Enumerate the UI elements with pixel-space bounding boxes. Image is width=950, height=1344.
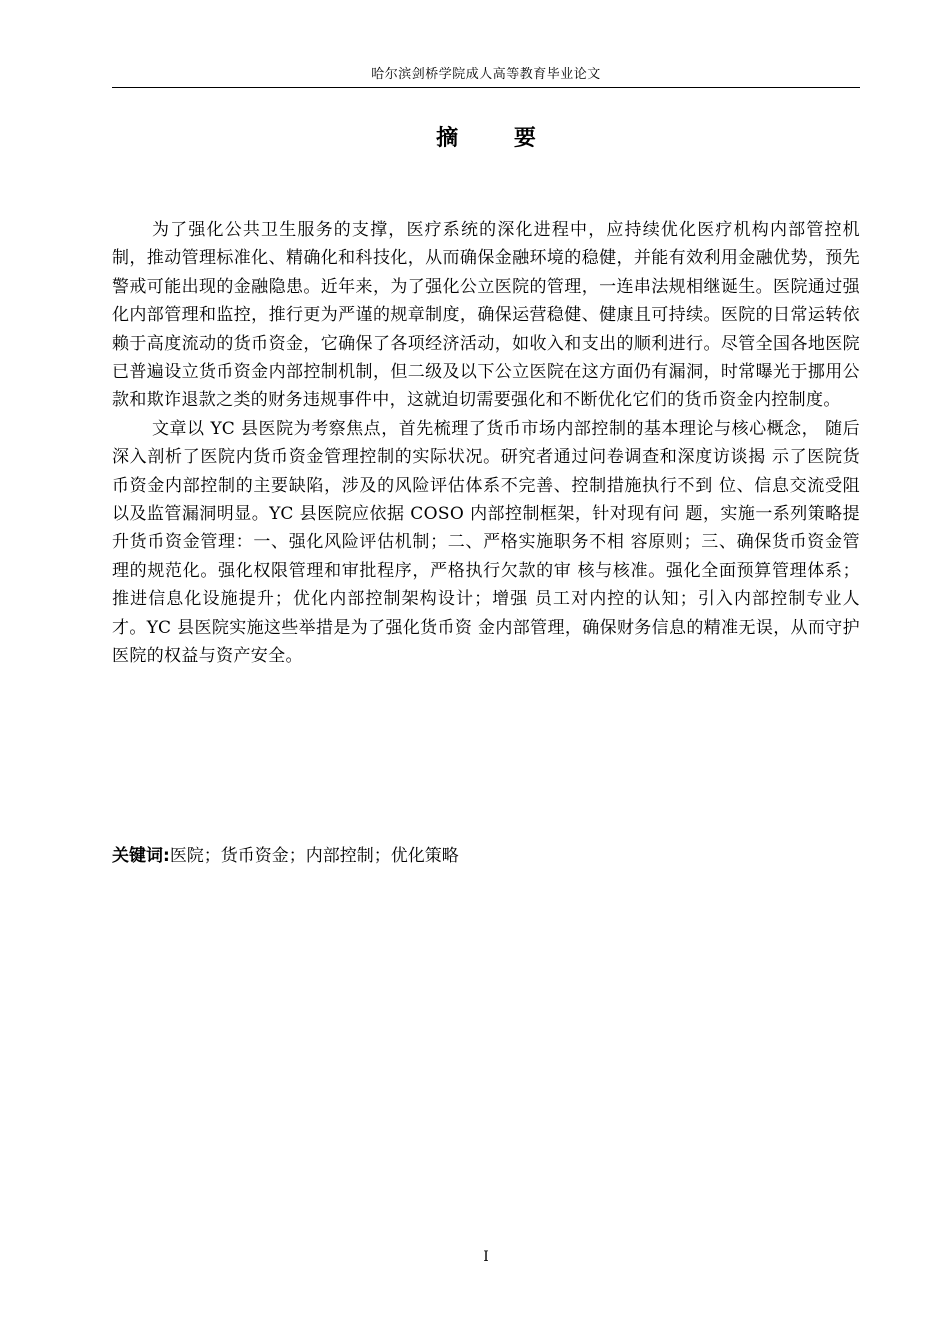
- keywords-values: 医院；货币资金；内部控制；优化策略: [169, 846, 459, 866]
- abstract-paragraph-2: 文章以 YC 县医院为考察焦点，首先梳理了货币市场内部控制的基本理论与核心概念， 随后深入剖析了医院内货币资金管理控制的实际状况。研究者通过问卷调查和深度访谈揭 示了医院货币资金内部控制的主要缺陷，涉及的风险评估体系不完善、控制措施执行不到 位、信息交流受阻以及监管漏洞明显。YC 县医院应依据 COSO 内部控制框架，针对现有问 题，实施一系列策略提升货币资金管理：一、强化风险评估机制；二、严格实施职务不相 容原则；三、确保货币资金管理的规范化。强化权限管理和审批程序，严格执行欠款的审 核与核准。强化全面预算管理体系；推进信息化设施提升；优化内部控制架构设计；增强 员工对内控的认知；引入内部控制专业人才。YC 县医院实施这些举措是为了强化货币资 金内部管理，确保财务信息的精准无误，从而守护医院的权益与资产安全。: [112, 418, 860, 667]
- header-rule: [112, 87, 860, 88]
- abstract-title: 摘 要: [436, 126, 560, 151]
- keywords-line: [112, 843, 860, 869]
- keywords-label: 关键词:: [112, 846, 170, 866]
- running-header: 哈尔滨剑桥学院成人高等教育毕业论文: [371, 67, 601, 82]
- abstract-body: [112, 216, 860, 671]
- page-number: I: [483, 1249, 489, 1265]
- abstract-paragraph-1: 为了强化公共卫生服务的支撑，医疗系统的深化进程中，应持续优化医疗机构内部管控机制，推动管理标准化、精确化和科技化，从而确保金融环境的稳健，并能有效利用金融优势，预先警戒可能出现的金融隐患。近年来，为了强化公立医院的管理，一连串法规相继诞生。医院通过强化内部管理和监控，推行更为严谨的规章制度，确保运营稳健、健康且可持续。医院的日常运转依赖于高度流动的货币资金，它确保了各项经济活动，如收入和支出的顺利进行。尽管全国各地医院已普遍设立货币资金内部控制机制，但二级及以下公立医院在这方面仍有漏洞，时常曝光于挪用公款和欺诈退款之类的财务违规事件中，这就迫切需要强化和不断优化它们的货币资金内控制度。: [112, 220, 860, 411]
